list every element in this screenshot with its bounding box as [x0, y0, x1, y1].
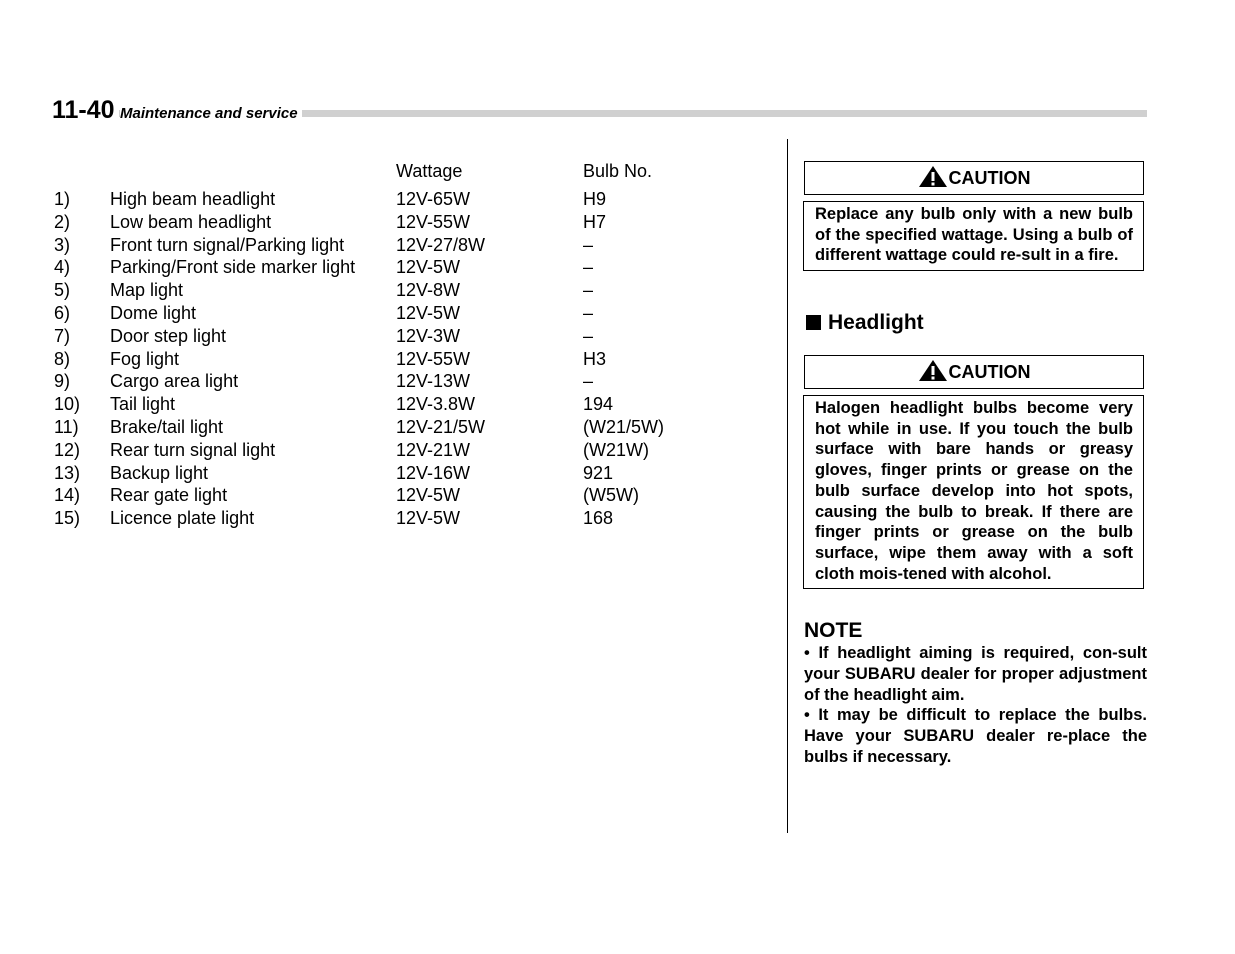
bulb-number-column-header: Bulb No. — [583, 161, 653, 181]
bulb-number: 921 — [583, 462, 614, 483]
section-heading — [806, 309, 924, 337]
row-number: 3) — [54, 234, 71, 255]
light-name: Parking/Front side marker light — [110, 257, 356, 278]
light-name: Dome light — [110, 302, 197, 323]
column-divider — [787, 139, 788, 833]
row-number: 13) — [54, 462, 81, 483]
bulb-number: – — [583, 371, 594, 392]
caution-label-text: CAUTION — [948, 168, 1031, 188]
warning-triangle-icon — [918, 359, 948, 382]
bulb-number: 194 — [583, 394, 614, 415]
wattage-value: 12V-5W — [396, 485, 461, 506]
light-name: Licence plate light — [110, 508, 255, 529]
headlight-heading-text: Headlight — [828, 311, 924, 334]
row-number: 11) — [54, 416, 79, 437]
note-body — [804, 643, 1147, 768]
light-name: Rear gate light — [110, 485, 228, 506]
caution-label-text: CAUTION — [948, 362, 1031, 382]
row-number: 4) — [54, 257, 71, 278]
light-name: Fog light — [110, 348, 180, 369]
wattage-value: 12V-21/5W — [396, 416, 486, 437]
note-item: • It may be difficult to replace the bulbs. Have your SUBARU dealer re-place the bulbs if necessary. — [804, 706, 1147, 766]
row-number: 9) — [54, 371, 71, 392]
bulb-number: – — [583, 257, 594, 278]
row-number: 7) — [54, 325, 71, 346]
bulb-number: 168 — [583, 508, 614, 529]
row-number: 12) — [54, 439, 81, 460]
wattage-value: 12V-55W — [396, 211, 471, 232]
note-item: • If headlight aiming is required, con-sult your SUBARU dealer for proper adjustment of the headlight aim. — [804, 644, 1147, 704]
row-number: 2) — [54, 211, 71, 232]
page-header — [52, 96, 1147, 122]
bulb-number: H9 — [583, 189, 607, 209]
light-name: Front turn signal/Parking light — [110, 234, 345, 255]
bulb-number: H3 — [583, 348, 607, 369]
wattage-value: 12V-55W — [396, 348, 471, 369]
caution-label — [804, 355, 1144, 389]
section-title: Maintenance and service — [120, 105, 302, 123]
wattage-value: 12V-16W — [396, 462, 471, 483]
wattage-value: 12V-8W — [396, 280, 461, 301]
row-number: 14) — [54, 485, 81, 506]
row-number: 10) — [54, 394, 81, 415]
caution-label — [804, 161, 1144, 195]
caution-text: Replace any bulb only with a new bulb of the specified wattage. Using a bulb of different wattage could re-sult in a fire. — [815, 205, 1133, 265]
row-number: 8) — [54, 348, 71, 369]
row-number: 6) — [54, 302, 71, 323]
bulb-number: – — [583, 302, 594, 323]
bulb-number: – — [583, 280, 594, 301]
caution-text-box — [803, 395, 1144, 589]
wattage-value: 12V-5W — [396, 508, 461, 529]
light-name: Backup light — [110, 462, 209, 483]
bulb-number: – — [583, 325, 594, 346]
wattage-value: 12V-65W — [396, 189, 471, 209]
wattage-value: 12V-5W — [396, 302, 461, 323]
page-number: 11-40 — [52, 96, 119, 124]
wattage-column-header: Wattage — [396, 161, 463, 181]
light-name: High beam headlight — [110, 189, 276, 209]
square-bullet-icon — [806, 315, 821, 330]
light-name: Tail light — [110, 394, 176, 415]
wattage-value: 12V-13W — [396, 371, 471, 392]
light-name: Low beam headlight — [110, 211, 272, 232]
wattage-value: 12V-3W — [396, 325, 461, 346]
wattage-value: 12V-5W — [396, 257, 461, 278]
row-number: 1) — [54, 189, 71, 209]
light-name: Door step light — [110, 325, 227, 346]
bulb-number: (W5W) — [583, 485, 639, 506]
row-number: 5) — [54, 280, 71, 301]
light-name: Map light — [110, 280, 184, 301]
bulb-number: (W21/5W) — [583, 416, 664, 437]
caution-text: Halogen headlight bulbs become very hot while in use. If you touch the bulb surface with bare hands or greasy gloves, finger prints or grease on the bulb surface develop into hot spots, causing the bulb to break. If there are finger prints or grease on the bulb surface, wipe them away with a soft cloth mois-tened with alcohol. — [815, 399, 1133, 583]
note-title: NOTE — [804, 619, 863, 642]
row-number: 15) — [54, 508, 81, 529]
bulb-number: H7 — [583, 211, 607, 232]
light-name: Cargo area light — [110, 371, 239, 392]
light-name: Brake/tail light — [110, 416, 224, 437]
wattage-value: 12V-27/8W — [396, 234, 486, 255]
wattage-value: 12V-3.8W — [396, 394, 476, 415]
warning-triangle-icon — [918, 165, 948, 188]
wattage-value: 12V-21W — [396, 439, 471, 460]
light-name: Rear turn signal light — [110, 439, 276, 460]
bulb-number: (W21W) — [583, 439, 649, 460]
bulb-number: – — [583, 234, 594, 255]
caution-text-box — [803, 201, 1144, 271]
